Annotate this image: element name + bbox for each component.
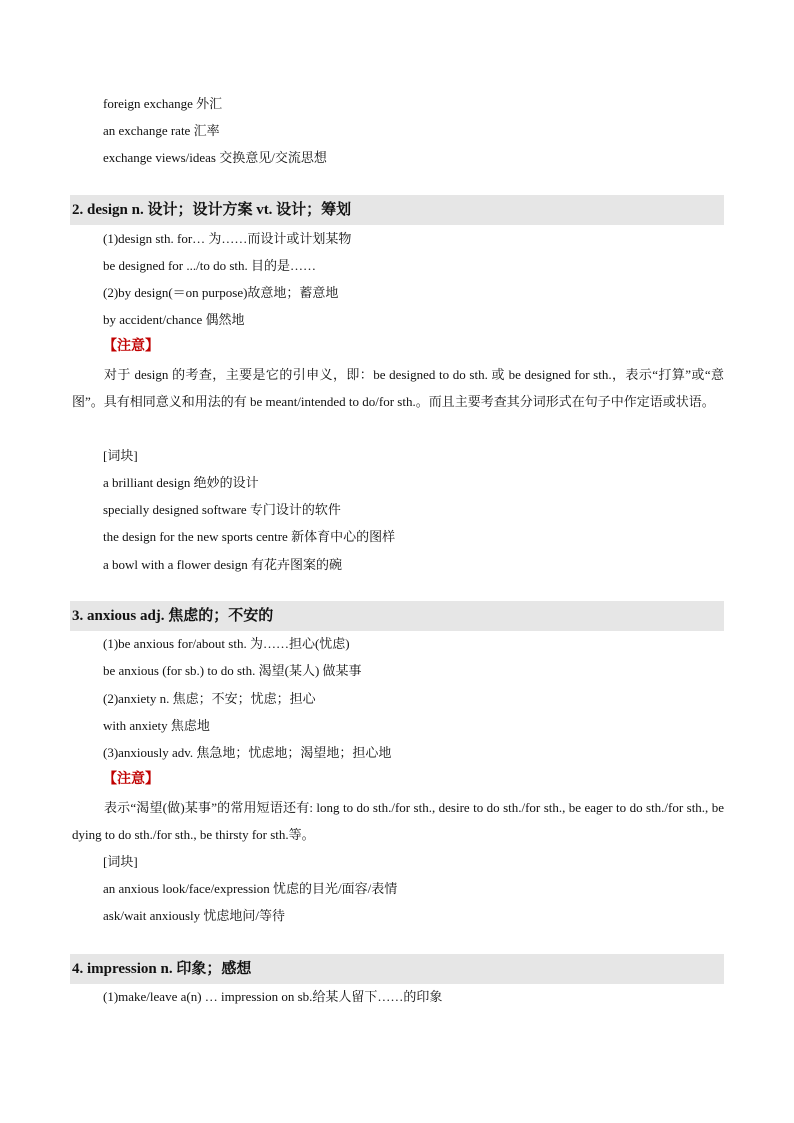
usage-line: with anxiety 焦虑地 [103,718,210,733]
usage-line: be anxious (for sb.) to do sth. 渴望(某人) 做某事 [103,663,362,678]
chunk-label: [词块] [103,448,138,463]
usage-line: be designed for .../to do sth. 目的是…… [103,258,317,273]
intro-line: foreign exchange 外汇 [103,96,223,111]
note-label: 【注意】 [103,339,159,354]
usage-line: (1)be anxious for/about sth. 为……担心(忧虑) [103,636,350,651]
chunk-label: [词块] [103,854,138,869]
usage-line: (1)make/leave a(n) … impression on sb.给某人留下……的印象 [103,989,443,1004]
note-paragraph: 对于 design 的考查，主要是它的引申义，即：be designed to do sth. 或 be designed for sth.，表示“打算”或“意图”。具有相同意义和用法的有 be meant/intended to do/for sth.。而且主要考查其分词形式在句子中作定语或状语。 [72,367,724,409]
usage-line: by accident/chance 偶然地 [103,312,245,327]
usage-line: (1)design sth. for… 为……而设计或计划某物 [103,231,352,246]
chunk-line: a bowl with a flower design 有花卉图案的碗 [103,557,343,572]
usage-line: (2)by design(＝on purpose)故意地；蓄意地 [103,285,339,300]
chunk-line: specially designed software 专门设计的软件 [103,502,341,517]
intro-line: an exchange rate 汇率 [103,123,220,138]
chunk-line: a brilliant design 绝妙的设计 [103,475,259,490]
usage-line: (3)anxiously adv. 焦急地；忧虑地；渴望地；担心地 [103,745,392,760]
chunk-line: an anxious look/face/expression 忧虑的目光/面容/表情 [103,881,398,896]
chunk-line: ask/wait anxiously 忧虑地问/等待 [103,908,285,923]
section-heading-design: 2. design n. 设计；设计方案 vt. 设计；筹划 [70,195,724,225]
note-paragraph: 表示“渴望(做)某事”的常用短语还有: long to do sth./for sth., desire to do sth./for sth., be eager to do sth./for sth., be dying to do sth./for sth., be thirsty for sth.等。 [72,800,724,842]
note-label: 【注意】 [103,772,159,787]
section-heading-anxious: 3. anxious adj. 焦虑的；不安的 [70,601,724,631]
chunk-line: the design for the new sports centre 新体育中心的图样 [103,529,396,544]
intro-line: exchange views/ideas 交换意见/交流思想 [103,150,327,165]
usage-line: (2)anxiety n. 焦虑；不安；忧虑；担心 [103,691,316,706]
section-heading-impression: 4. impression n. 印象；感想 [70,954,724,984]
